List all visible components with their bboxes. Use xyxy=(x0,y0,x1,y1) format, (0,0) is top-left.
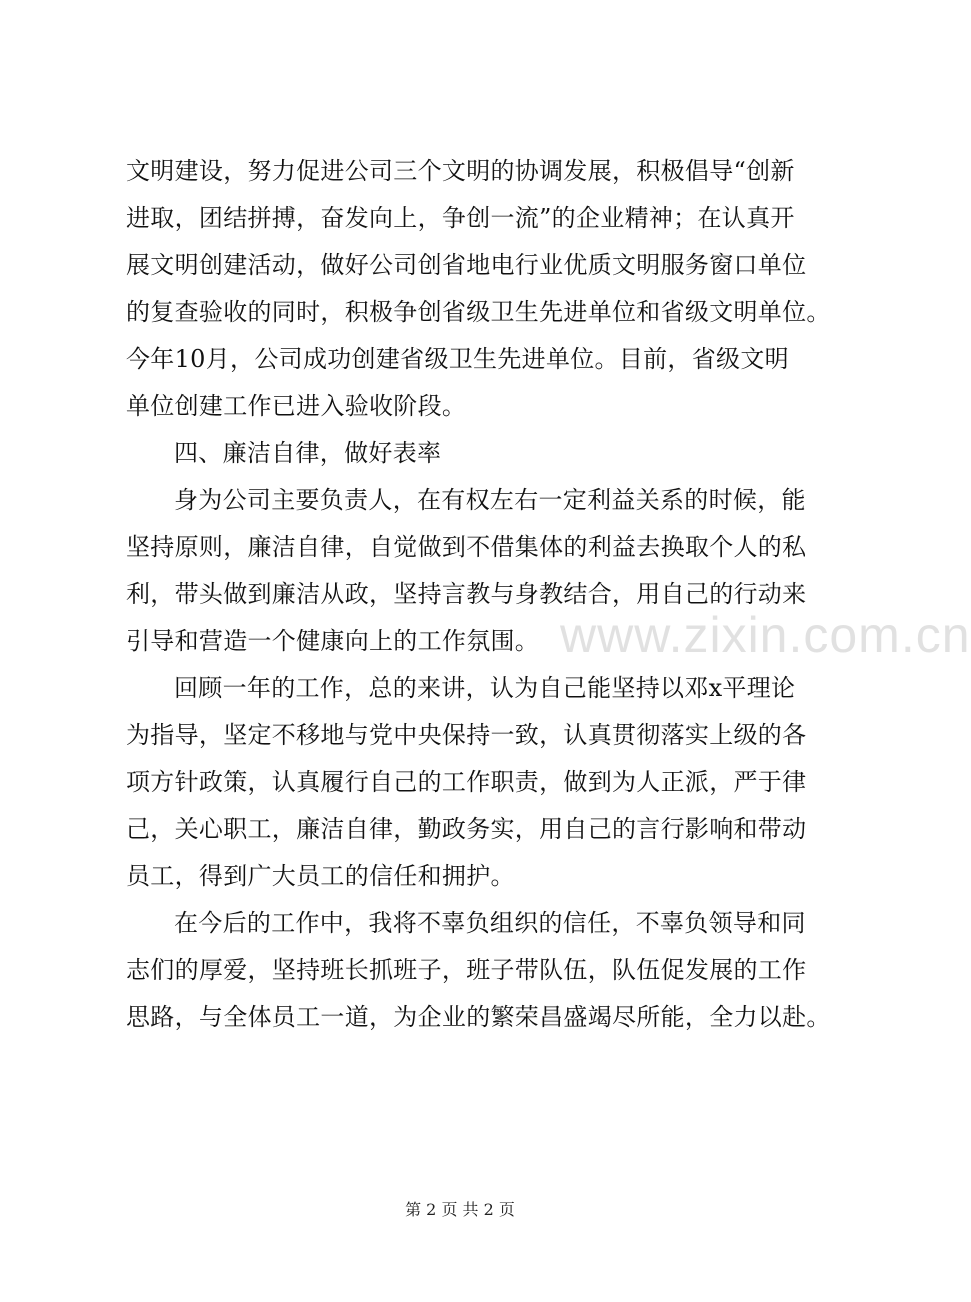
body-line: 文明建设，努力促进公司三个文明的协调发展，积极倡导“创新 xyxy=(126,157,795,185)
body-line: 的复查验收的同时，积极争创省级卫生先进单位和省级文明单位。 xyxy=(126,298,831,326)
body-line: 己，关心职工，廉洁自律，勤政务实，用自己的言行影响和带动 xyxy=(126,815,807,843)
body-line: 单位创建工作已进入验收阶段。 xyxy=(126,392,467,420)
body-line: 思路，与全体员工一道，为企业的繁荣昌盛竭尽所能，全力以赴。 xyxy=(126,1003,831,1031)
body-line: 引导和营造一个健康向上的工作氛围。 xyxy=(126,627,540,655)
body-line: 展文明创建活动，做好公司创省地电行业优质文明服务窗口单位 xyxy=(126,251,807,279)
page-footer: 第 2 页 共 2 页 xyxy=(405,1200,515,1219)
body-line: 坚持原则，廉洁自律，自觉做到不借集体的利益去换取个人的私 xyxy=(126,533,807,561)
paragraph-first-line: 身为公司主要负责人，在有权左右一定利益关系的时候，能 xyxy=(174,486,806,514)
watermark-text: www.zixin.com.cn xyxy=(560,607,971,663)
body-line: 为指导，坚定不移地与党中央保持一致，认真贯彻落实上级的各 xyxy=(126,721,807,749)
body-line: 项方针政策，认真履行自己的工作职责，做到为人正派，严于律 xyxy=(126,768,807,796)
body-line: 员工，得到广大员工的信任和拥护。 xyxy=(126,862,515,890)
body-line: 进取，团结拼搏，奋发向上，争创一流”的企业精神；在认真开 xyxy=(126,204,795,232)
body-line: 志们的厚爱，坚持班长抓班子，班子带队伍，队伍促发展的工作 xyxy=(126,956,807,984)
paragraph-first-line: 在今后的工作中，我将不辜负组织的信任，不辜负领导和同 xyxy=(174,909,806,937)
section-heading: 四、廉洁自律，做好表率 xyxy=(174,439,442,467)
paragraph-first-line: 回顾一年的工作，总的来讲，认为自己能坚持以邓x平理论 xyxy=(174,674,796,702)
body-line: 今年10月，公司成功创建省级卫生先进单位。目前，省级文明 xyxy=(126,345,789,373)
body-line: 利，带头做到廉洁从政，坚持言教与身教结合，用自己的行动来 xyxy=(126,580,807,608)
